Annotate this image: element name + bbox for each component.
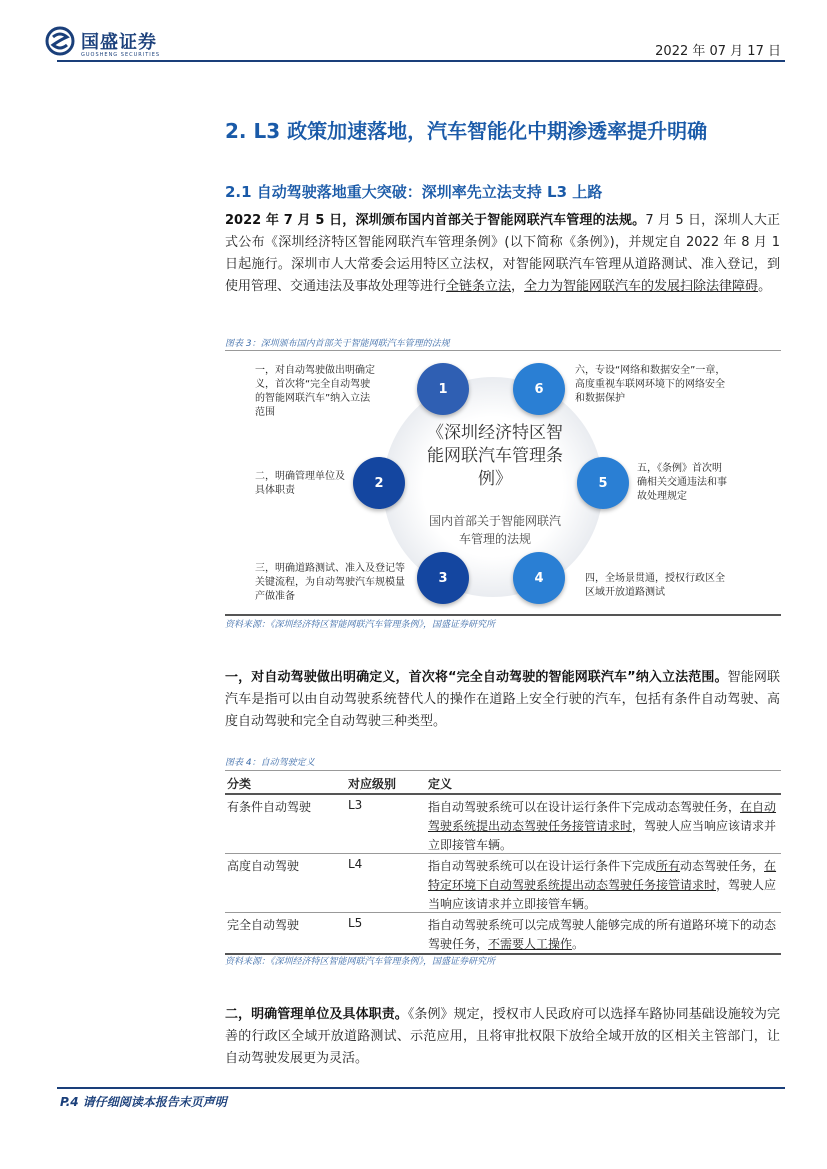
footer-divider	[57, 1087, 785, 1089]
report-date: 2022 年 07 月 17 日	[655, 44, 781, 59]
item-4-text: 四，全场景贯通，授权行政区全区域开放道路测试	[585, 573, 725, 598]
figure-3-caption: 图表 3：深圳颁布国内首部关于智能网联汽车管理的法规	[225, 339, 450, 349]
table-row: 有条件自动驾驶 L3 指自动驾驶系统可以在设计运行条件下完成动态驾驶任务，在自动驾驶系统提出动态驾驶任务接管请求时，驾驶人应当响应该请求并立即接管车辆。	[227, 798, 777, 852]
row-divider	[225, 853, 781, 854]
logo-subtext: GUOSHENG SECURITIES	[81, 52, 161, 58]
paragraph-3: 二，明确管理单位及具体职责。《条例》规定，授权市人民政府可以选择车路协同基础设施较为完善的行政区全域开放道路测试、示范应用，且将审批权限下放给全域开放的区相关主管部门，让自动驾驶发展更为灵活。	[225, 1007, 780, 1066]
section-heading: 2. L3 政策加速落地，汽车智能化中期渗透率提升明确	[225, 119, 708, 143]
paragraph-1: 2022 年 7 月 5 日，深圳颁布国内首部关于智能网联汽车管理的法规。7 月 5 日，深圳人大正式公布《深圳经济特区智能网联汽车管理条例》(以下简称《条例》)，并规定自 2022 年 8 月 1 日起施行。深圳市人大常委会运用特区立法权，对智能网联汽车管理从道路测试、准入登记，到使用管理、交通违法及事故处理等进行全链条立法，全力为智能网联汽车的发展扫除法律障碍。	[225, 213, 780, 294]
figure-3-source: 资料来源：《深圳经济特区智能网联汽车管理条例》，国盛证券研究所	[225, 620, 496, 630]
node-1: 1	[417, 363, 469, 415]
col-header-type: 分类	[227, 777, 252, 791]
item-1-text: 一，对自动驾驶做出明确定义，首次将“完全自动驾驶的智能网联汽车”纳入立法范围	[255, 365, 375, 418]
table-header-rule	[225, 793, 781, 795]
node-6: 6	[513, 363, 565, 415]
figure-4-top-rule	[225, 770, 781, 771]
item-2-text: 二，明确管理单位及具体职责	[255, 471, 345, 496]
col-header-level: 对应级别	[348, 777, 397, 791]
figure-3-bottom-rule	[225, 614, 781, 616]
table-row: 高度自动驾驶 L4 指自动驾驶系统可以在设计运行条件下完成所有动态驾驶任务，在特定环境下自动驾驶系统提出动态驾驶任务接管请求时，驾驶人应当响应该请求并立即接管车辆。	[227, 857, 777, 911]
paragraph-2: 一，对自动驾驶做出明确定义，首次将“完全自动驾驶的智能网联汽车”纳入立法范围。智能网联汽车是指可以由自动驾驶系统替代人的操作在道路上安全行驶的汽车，包括有条件自动驾驶、高度自动驾驶和完全自动驾驶三种类型。	[225, 670, 780, 729]
item-6-text: 六，专设“网络和数据安全”一章，高度重视车联网环境下的网络安全和数据保护	[575, 365, 726, 404]
paragraph-1-lead: 2022 年 7 月 5 日，深圳颁布国内首部关于智能网联汽车管理的法规。	[225, 213, 646, 228]
center-title: 《深圳经济特区智能网联汽车管理条例》	[427, 423, 563, 489]
footer-text: P.4 请仔细阅读本报告末页声明	[60, 1095, 227, 1109]
figure-4-source: 资料来源：《深圳经济特区智能网联汽车管理条例》，国盛证券研究所	[225, 957, 496, 967]
center-subtitle: 国内首部关于智能网联汽车管理的法规	[428, 514, 561, 546]
paragraph-3-lead: 二，明确管理单位及具体职责。	[225, 1007, 408, 1022]
col-header-def: 定义	[428, 777, 453, 791]
logo-icon	[45, 26, 75, 56]
figure-3-top-rule	[225, 350, 781, 351]
figure-3-diagram	[225, 352, 781, 614]
logo	[45, 26, 185, 60]
header-divider	[57, 60, 785, 62]
node-4: 4	[513, 552, 565, 604]
node-2: 2	[353, 457, 405, 509]
node-3: 3	[417, 552, 469, 604]
row-divider	[225, 912, 781, 913]
figure-4-caption: 图表 4：自动驾驶定义	[225, 758, 315, 768]
node-5: 5	[577, 457, 629, 509]
subsection-heading: 2.1 自动驾驶落地重大突破：深圳率先立法支持 L3 上路	[225, 183, 603, 201]
logo-text: 国盛证券	[81, 32, 157, 53]
item-3-text: 三，明确道路测试、准入及登记等关键流程，为自动驾驶汽车规模量产做准备	[255, 563, 405, 602]
paragraph-2-lead: 一，对自动驾驶做出明确定义，首次将“完全自动驾驶的智能网联汽车”纳入立法范围。	[225, 670, 728, 685]
table-row: 完全自动驾驶 L5 指自动驾驶系统可以完成驾驶人能够完成的所有道路环境下的动态驾驶任务，不需要人工操作。	[227, 916, 777, 951]
item-5-text: 五，《条例》首次明确相关交通违法和事故处理规定	[637, 463, 727, 502]
